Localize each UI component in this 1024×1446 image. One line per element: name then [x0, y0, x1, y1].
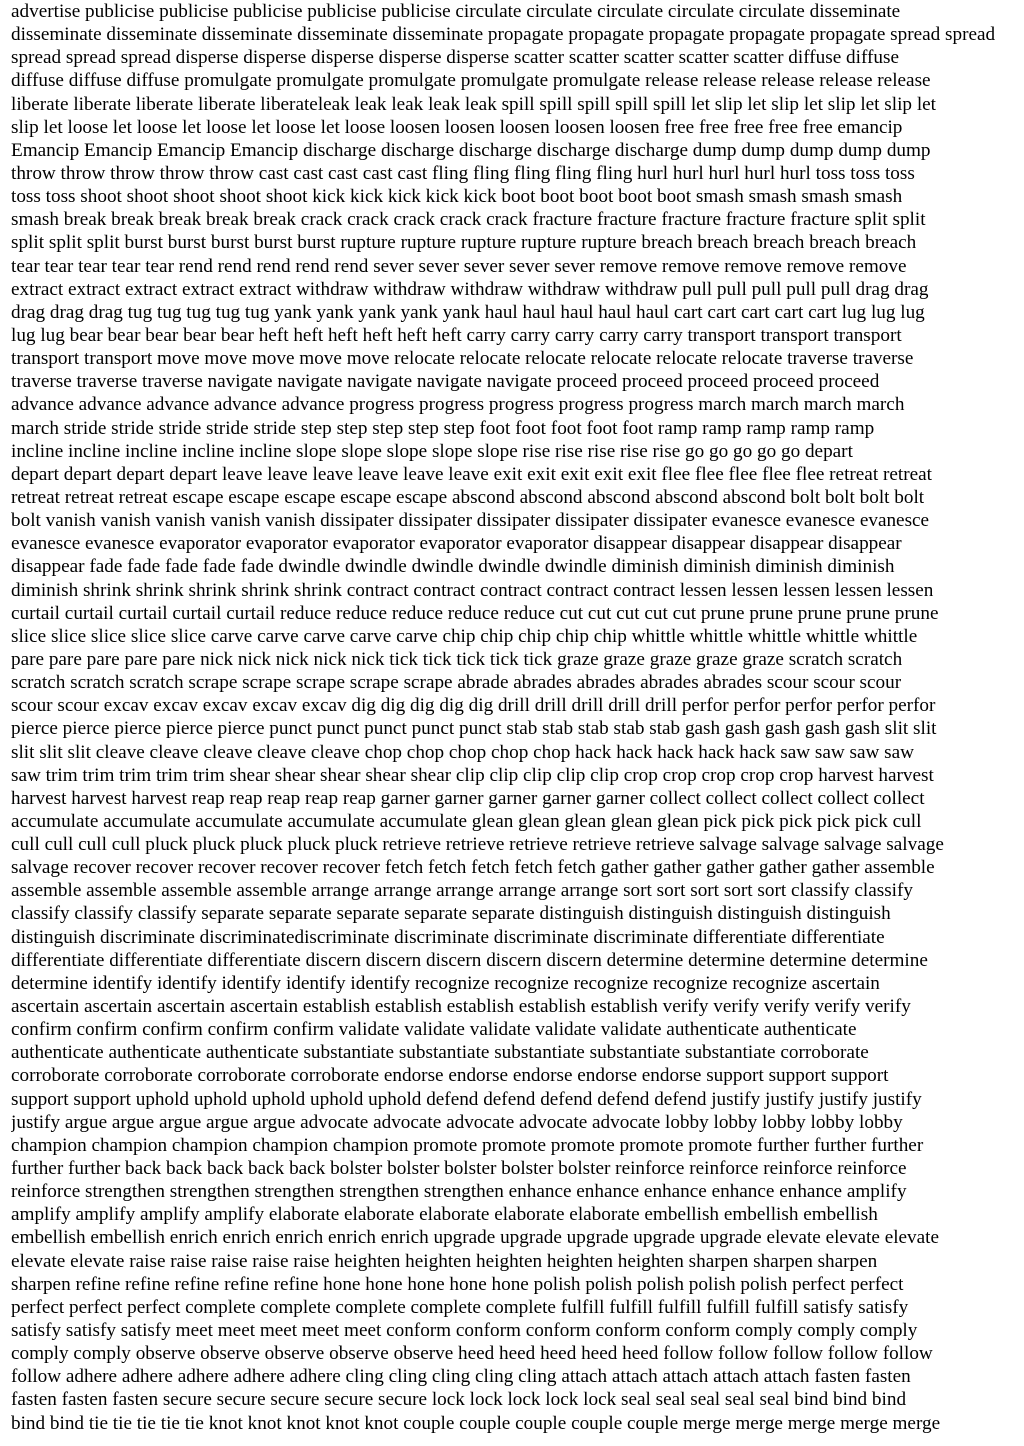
text-line: embellish embellish enrich enrich enrich enrich enrich upgrade upgrade upgrade upgrade upgrade elevate elevate elevate: [11, 1227, 940, 1249]
text-line: retreat retreat retreat escape escape escape escape escape abscond abscond abscond abscond abscond bolt bolt bolt bolt: [11, 486, 925, 508]
text-line: distinguish discriminate discriminatediscriminate discriminate discriminate discriminate differentiate differentiate: [11, 926, 885, 948]
text-line: fasten fasten fasten secure secure secure secure secure lock lock lock lock lock seal seal seal seal seal bind bind bind: [11, 1389, 907, 1411]
text-line: tear tear tear tear tear rend rend rend rend rend sever sever sever sever sever remove remove remove remove remove: [11, 255, 907, 277]
text-line: curtail curtail curtail curtail curtail reduce reduce reduce reduce reduce cut cut cut cut cut prune prune prune prune prune: [11, 602, 939, 624]
text-line: smash break break break break break crack crack crack crack crack fracture fracture fracture fracture fracture split split: [11, 209, 926, 231]
text-line: harvest harvest harvest reap reap reap reap reap garner garner garner garner garner collect collect collect collect collect: [11, 787, 925, 809]
text-line: transport transport move move move move move relocate relocate relocate relocate relocate relocate traverse traverse: [11, 348, 914, 370]
text-line: sharpen refine refine refine refine refine hone hone hone hone hone polish polish polish polish polish perfect perfect: [11, 1273, 904, 1295]
text-line: pare pare pare pare pare nick nick nick nick nick tick tick tick tick tick graze graze graze graze graze scratch scratch: [11, 648, 903, 670]
text-line: disseminate disseminate disseminate disseminate disseminate propagate propagate propagate propagate propagate spread spread: [11, 24, 996, 46]
text-line: satisfy satisfy satisfy meet meet meet meet meet conform conform conform conform conform comply comply comply: [11, 1320, 918, 1342]
text-line: advertise publicise publicise publicise publicise publicise circulate circulate circulate circulate circulate disseminate: [11, 1, 901, 22]
text-line: scour scour excav excav excav excav excav dig dig dig dig dig drill drill drill drill drill perfor perfor perfor perfor perfor: [11, 695, 936, 717]
text-line: Emancip Emancip Emancip Emancip discharge discharge discharge discharge discharge dump dump dump dump dump: [11, 139, 931, 161]
text-line: differentiate differentiate differentiate discern discern discern discern discern determine determine determine determine: [11, 949, 928, 971]
text-line: incline incline incline incline incline slope slope slope slope slope rise rise rise rise rise go go go go go depart: [11, 440, 853, 462]
text-line: further further back back back back back bolster bolster bolster bolster bolster reinforce reinforce reinforce reinforce: [11, 1158, 907, 1180]
text-line: traverse traverse traverse navigate navigate navigate navigate navigate proceed proceed proceed proceed proceed: [11, 371, 880, 393]
text-line: justify argue argue argue argue argue advocate advocate advocate advocate advocate lobby lobby lobby lobby lobby: [11, 1111, 903, 1133]
text-line: slit slit slit cleave cleave cleave cleave cleave chop chop chop chop chop hack hack hack hack hack saw saw saw saw: [11, 741, 915, 763]
text-line: evanesce evanesce evaporator evaporator evaporator evaporator evaporator disappear disappear disappear disappear: [11, 533, 902, 555]
text-line: determine identify identify identify identify identify recognize recognize recognize recognize recognize ascertain: [11, 972, 880, 994]
text-line: cull cull cull cull pluck pluck pluck pluck pluck retrieve retrieve retrieve retrieve retrieve salvage salvage salvage salvage: [11, 834, 944, 856]
text-line: extract extract extract extract extract withdraw withdraw withdraw withdraw withdraw pull pull pull pull pull drag drag: [11, 278, 929, 300]
text-line: pierce pierce pierce pierce pierce punct punct punct punct punct stab stab stab stab stab gash gash gash gash gash slit slit: [11, 718, 937, 740]
text-line: elevate elevate raise raise raise raise raise heighten heighten heighten heighten heighten sharpen sharpen sharpen: [11, 1250, 878, 1272]
text-line: diminish shrink shrink shrink shrink shrink contract contract contract contract contract lessen lessen lessen lessen lessen: [11, 579, 934, 601]
text-line: confirm confirm confirm confirm confirm validate validate validate validate validate authenticate authenticate: [11, 1019, 857, 1041]
text-line: advance advance advance advance advance progress progress progress progress progress march march march march: [11, 394, 905, 416]
text-line: bind bind tie tie tie tie tie knot knot knot knot knot couple couple couple couple couple merge merge merge merge merge: [11, 1412, 941, 1434]
text-line: diffuse diffuse diffuse promulgate promulgate promulgate promulgate promulgate release release release release release: [11, 70, 931, 92]
text-line: comply comply observe observe observe observe observe heed heed heed heed heed follow follow follow follow follow: [11, 1343, 933, 1365]
text-line: assemble assemble assemble assemble arrange arrange arrange arrange arrange sort sort sort sort sort classify classify: [11, 880, 913, 902]
text-line: corroborate corroborate corroborate corroborate endorse endorse endorse endorse endorse support support support: [11, 1065, 889, 1087]
text-line: reinforce strengthen strengthen strengthen strengthen strengthen enhance enhance enhance enhance enhance amplify: [11, 1181, 907, 1203]
text-line: depart depart depart depart leave leave leave leave leave leave exit exit exit exit exit flee flee flee flee flee retreat retreat: [11, 463, 932, 485]
text-line: march stride stride stride stride stride step step step step step foot foot foot foot foot ramp ramp ramp ramp ramp: [11, 417, 875, 439]
text-line: split split split burst burst burst burst burst rupture rupture rupture rupture rupture breach breach breach breach breach: [11, 232, 917, 254]
text-line: salvage recover recover recover recover recover fetch fetch fetch fetch fetch gather gather gather gather gather assemble: [11, 857, 935, 879]
document-body: [11, 0, 1017, 1435]
text-line: slice slice slice slice slice carve carve carve carve carve chip chip chip chip chip whittle whittle whittle whittle whittle: [11, 625, 918, 647]
text-line: liberate liberate liberate liberate liberateleak leak leak leak leak spill spill spill spill spill let slip let slip let slip let slip let: [11, 93, 936, 115]
text-line: ascertain ascertain ascertain ascertain establish establish establish establish establish verify verify verify verify verify: [11, 996, 911, 1018]
text-line: accumulate accumulate accumulate accumulate accumulate glean glean glean glean glean pick pick pick pick pick cull: [11, 810, 922, 832]
text-line: champion champion champion champion champion promote promote promote promote promote further further further: [11, 1134, 924, 1156]
text-line: throw throw throw throw throw cast cast cast cast cast fling fling fling fling fling hurl hurl hurl hurl hurl toss toss toss: [11, 162, 915, 184]
text-line: spread spread spread disperse disperse disperse disperse disperse scatter scatter scatter scatter scatter diffuse diffuse: [11, 47, 899, 69]
text-line: bolt vanish vanish vanish vanish vanish dissipater dissipater dissipater dissipater dissipater evanesce evanesce evanesce: [11, 510, 930, 532]
text-line: drag drag drag tug tug tug tug tug yank yank yank yank yank haul haul haul haul haul cart cart cart cart cart lug lug lug: [11, 301, 925, 323]
text-line: support support uphold uphold uphold uphold uphold defend defend defend defend defend justify justify justify justify: [11, 1088, 922, 1110]
text-line: authenticate authenticate authenticate substantiate substantiate substantiate substantiate substantiate corroborate: [11, 1042, 869, 1064]
text-line: toss toss shoot shoot shoot shoot shoot kick kick kick kick kick boot boot boot boot boot smash smash smash smash: [11, 186, 903, 208]
text-line: lug lug bear bear bear bear bear heft heft heft heft heft heft carry carry carry carry carry transport transport transport: [11, 324, 902, 346]
text-line: amplify amplify amplify amplify elaborate elaborate elaborate elaborate elaborate embellish embellish embellish: [11, 1204, 878, 1226]
text-line: slip let loose let loose let loose let loose let loose loosen loosen loosen loosen loosen free free free free free emancip: [11, 116, 903, 138]
text-line: classify classify classify separate separate separate separate separate distinguish distinguish distinguish distinguish: [11, 903, 891, 925]
text-line: saw trim trim trim trim trim shear shear shear shear shear clip clip clip clip clip crop crop crop crop crop harvest harvest: [11, 764, 934, 786]
text-line: follow adhere adhere adhere adhere adhere cling cling cling cling cling attach attach attach attach attach fasten fasten: [11, 1366, 911, 1388]
text-line: disappear fade fade fade fade fade dwindle dwindle dwindle dwindle dwindle diminish diminish diminish diminish: [11, 556, 895, 578]
text-line: perfect perfect perfect complete complete complete complete complete fulfill fulfill fulfill fulfill fulfill satisfy satisfy: [11, 1296, 909, 1318]
text-line: scratch scratch scratch scrape scrape scrape scrape scrape abrade abrades abrades abrades abrades scour scour scour: [11, 672, 902, 694]
